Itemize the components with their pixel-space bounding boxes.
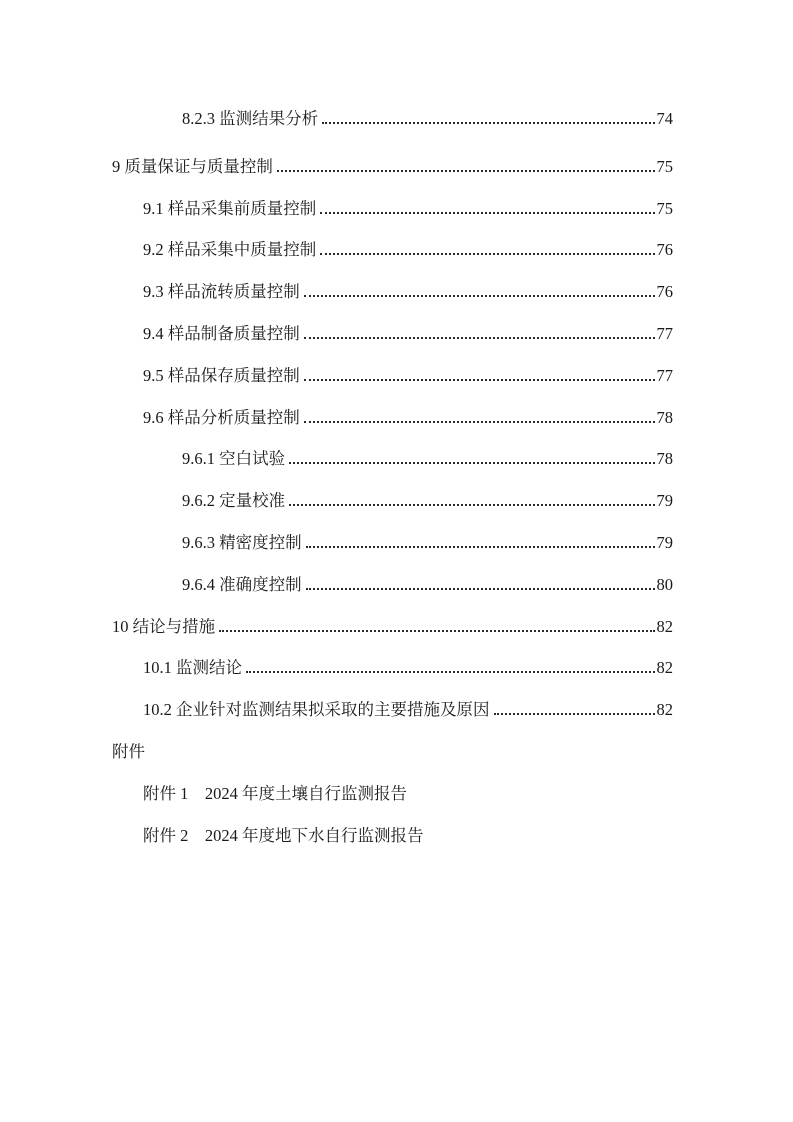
toc-entry-page-number: 80 — [656, 574, 673, 594]
dot-leader — [289, 458, 654, 464]
toc-entry-label: 9.5 样品保存质量控制 — [143, 365, 300, 385]
dot-leader — [277, 166, 655, 172]
toc-entry[interactable] — [112, 731, 673, 773]
toc-entry[interactable] — [112, 271, 673, 313]
toc-entry-page-number: 74 — [656, 109, 673, 128]
toc-entry-label: 9.3 样品流转质量控制 — [143, 282, 300, 302]
toc-entry-label: 10.2 企业针对监测结果拟采取的主要措施及原因 — [143, 700, 490, 720]
toc-entry[interactable] — [112, 647, 673, 689]
table-of-contents — [112, 98, 673, 856]
dot-leader — [306, 584, 655, 590]
toc-entry[interactable] — [112, 397, 673, 439]
toc-entry[interactable] — [112, 146, 673, 188]
toc-entry-label: 9.6.4 准确度控制 — [182, 574, 302, 594]
toc-entry-page-number: 82 — [656, 658, 673, 678]
toc-entry-page-number: 76 — [656, 282, 673, 302]
toc-entry[interactable] — [112, 564, 673, 606]
toc-entry-page-number: 77 — [656, 323, 673, 343]
toc-entry-label: 附件 2 2024 年度地下水自行监测报告 — [143, 825, 424, 845]
toc-entry-label: 9.6 样品分析质量控制 — [143, 407, 300, 427]
dot-leader — [494, 709, 655, 715]
toc-entry-page-number: 75 — [656, 156, 673, 176]
toc-entry-label: 附件 — [112, 741, 145, 761]
dot-leader — [304, 333, 655, 339]
toc-entry-page-number: 78 — [656, 407, 673, 427]
toc-entry-label: 8.2.3 监测结果分析 — [182, 109, 319, 128]
toc-entry[interactable] — [112, 773, 673, 815]
toc-entry-label: 9.1 样品采集前质量控制 — [143, 198, 317, 218]
toc-entry-label: 附件 1 2024 年度土壤自行监测报告 — [143, 783, 407, 803]
dot-leader — [322, 118, 654, 124]
toc-entry-page-number: 76 — [656, 240, 673, 260]
toc-entry[interactable] — [112, 815, 673, 857]
toc-entry[interactable] — [112, 606, 673, 648]
dot-leader — [304, 291, 655, 297]
toc-entry-page-number: 82 — [656, 700, 673, 720]
toc-entry[interactable] — [112, 522, 673, 564]
toc-entry-page-number: 82 — [656, 616, 673, 636]
toc-entry-label: 9.2 样品采集中质量控制 — [143, 240, 317, 260]
toc-entry-page-number: 75 — [656, 198, 673, 218]
toc-entry-label: 9.6.1 空白试验 — [182, 449, 286, 469]
toc-entry-label: 9.6.2 定量校准 — [182, 491, 286, 511]
toc-entry[interactable] — [112, 188, 673, 230]
dot-leader — [306, 542, 655, 548]
toc-entry-label: 9 质量保证与质量控制 — [112, 156, 273, 176]
dot-leader — [304, 375, 655, 381]
toc-entry-label: 9.6.3 精密度控制 — [182, 532, 302, 552]
toc-entry-label: 10.1 监测结论 — [143, 658, 242, 678]
dot-leader — [246, 667, 655, 673]
dot-leader — [289, 500, 654, 506]
dot-leader — [304, 417, 655, 423]
toc-entry-label: 9.4 样品制备质量控制 — [143, 323, 300, 343]
toc-entry[interactable] — [112, 98, 673, 140]
toc-entry[interactable] — [112, 689, 673, 731]
toc-entry[interactable] — [112, 313, 673, 355]
toc-entry-page-number: 78 — [656, 449, 673, 469]
toc-entry-page-number: 79 — [656, 491, 673, 511]
toc-entry[interactable] — [112, 229, 673, 271]
dot-leader — [320, 249, 654, 255]
toc-entry-label: 10 结论与措施 — [112, 616, 216, 636]
dot-leader — [320, 208, 654, 214]
dot-leader — [219, 626, 654, 632]
toc-entry-page-number: 77 — [656, 365, 673, 385]
toc-entry[interactable] — [112, 480, 673, 522]
toc-entry[interactable] — [112, 438, 673, 480]
toc-entry[interactable] — [112, 355, 673, 397]
toc-entry-page-number: 79 — [656, 532, 673, 552]
